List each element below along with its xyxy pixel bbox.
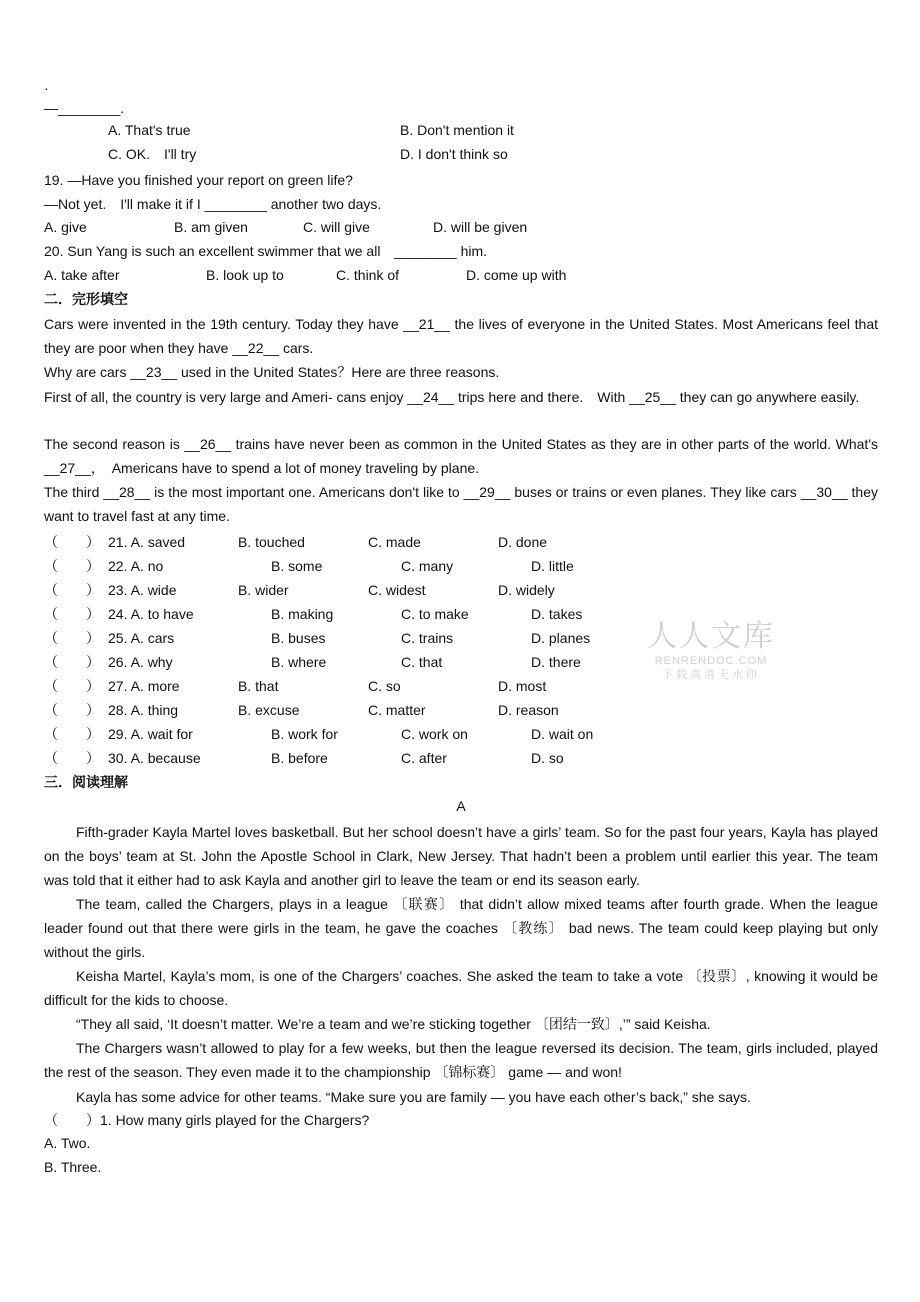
q20-option-d: D. come up with [466,267,567,283]
cloze-item-22-a: 22. A. no [108,558,164,574]
cloze-paragraph-5: The third __28__ is the most important one. Americans don't like to __29__ buses or trains or even planes. They like cars __30__ they want to travel fast at any time. [44,484,878,524]
cloze-item-21-a: 21. A. saved [108,534,186,550]
reading-heading: 三．阅读理解 [44,774,128,790]
cloze-item-26-c: C. that [401,654,443,670]
cloze-item-24-b: B. making [271,606,334,622]
cloze-item-29-a: 29. A. wait for [108,726,193,742]
cloze-item-28-d: D. reason [498,702,559,718]
reading-question-1: （ ）1. How many girls played for the Chargers? [44,1112,370,1128]
cloze-item-30-d: D. so [531,750,564,766]
q19-option-b: B. am given [174,219,248,235]
cloze-item-21-c: C. made [368,534,421,550]
watermark-note: 下载高清无水印 [662,669,760,681]
cloze-item-28-c: C. matter [368,702,426,718]
reading-paragraph-2: The team, called the Chargers, plays in a league 〔联赛〕 that didn’t allow mixed teams after fourth grade. When the league leader found out that there were girls in the team, he gave the coaches 〔教练〕 bad news. The team could keep playing but only without the girls. [44,896,878,960]
cloze-item-27-a: 27. A. more [108,678,180,694]
cloze-paragraph-4: The second reason is __26__ trains have never been as common in the United States as they are in other parts of the world. What's __27__， Americans have to spend a lot of money traveling by plane. [44,436,878,476]
cloze-item-24-a: 24. A. to have [108,606,194,622]
cloze-item-24-paren: （ ） [44,606,100,622]
reading-paragraph-6: Kayla has some advice for other teams. “Make sure you are family — you have each other’s back,” she says. [76,1089,751,1105]
cloze-item-30-c: C. after [401,750,447,766]
reading-paragraph-5: The Chargers wasn’t allowed to play for a few weeks, but then the league reversed its decision. The team, girls included, played the rest of the season. They even made it to the championship 〔锦标赛〕 game — and won! [44,1040,878,1080]
cloze-item-29-paren: （ ） [44,726,100,742]
cloze-item-28-paren: （ ） [44,702,100,718]
q19-option-a: A. give [44,219,87,235]
reading-paragraph-3: Keisha Martel, Kayla’s mom, is one of the Chargers’ coaches. She asked the team to take a vote 〔投票〕, knowing it would be difficult for the kids to choose. [44,968,878,1008]
stray-dot: · [44,80,49,96]
cloze-item-26-paren: （ ） [44,654,100,670]
cloze-item-21-b: B. touched [238,534,305,550]
q19-response: —Not yet. I'll make it if I ________ another two days. [44,196,382,212]
q18-option-c: C. OK. I'll try [108,146,197,162]
q20-option-b: B. look up to [206,267,284,283]
cloze-item-23-a: 23. A. wide [108,582,177,598]
q19-option-c: C. will give [303,219,370,235]
q18-option-a: A. That's true [108,122,191,138]
cloze-item-30-a: 30. A. because [108,750,201,766]
cloze-item-26-a: 26. A. why [108,654,173,670]
cloze-item-25-c: C. trains [401,630,454,646]
passage-label: A [456,798,466,814]
cloze-item-23-c: C. widest [368,582,426,598]
cloze-item-25-a: 25. A. cars [108,630,175,646]
q20-stem: 20. Sun Yang is such an excellent swimmer that we all ________ him. [44,243,488,259]
q19-option-d: D. will be given [433,219,528,235]
cloze-item-23-d: D. widely [498,582,555,598]
watermark-site: RENRENDOC.COM [654,655,768,667]
cloze-item-22-b: B. some [271,558,323,574]
reading-paragraph-4: “They all said, ‘It doesn’t matter. We’re a team and we’re sticking together 〔团结一致〕,’” said Keisha. [76,1016,711,1032]
cloze-item-22-c: C. many [401,558,454,574]
cloze-item-29-d: D. wait on [531,726,594,742]
cloze-item-22-d: D. little [531,558,574,574]
watermark [646,620,776,682]
cloze-item-21-d: D. done [498,534,548,550]
cloze-item-28-b: B. excuse [238,702,300,718]
cloze-item-26-d: D. there [531,654,581,670]
reading-paragraph-1: Fifth-grader Kayla Martel loves basketball. But her school doesn’t have a girls’ team. So for the past four years, Kayla has played on the boys’ team at St. John the Apostle School in Clark, New Jersey. That hadn’t been a problem until earlier this year. The team was told that it either had to ask Kayla and another girl to leave the team or end its season early. [44,824,878,888]
cloze-item-25-d: D. planes [531,630,591,646]
q19-stem: 19. —Have you finished your report on green life? [44,172,353,188]
watermark-title: 人人文库 [647,619,775,654]
cloze-paragraph-3: First of all, the country is very large and Ameri- cans enjoy __24__ trips here and there. With __25__ they can go anywhere easily. [44,389,860,405]
cloze-item-23-b: B. wider [238,582,289,598]
cloze-paragraph-2: Why are cars __23__ used in the United States？Here are three reasons. [44,364,500,380]
cloze-item-30-paren: （ ） [44,750,100,766]
cloze-item-24-d: D. takes [531,606,583,622]
q20-option-c: C. think of [336,267,400,283]
cloze-item-25-paren: （ ） [44,630,100,646]
cloze-item-23-paren: （ ） [44,582,100,598]
reading-q1-option-b: B. Three. [44,1159,102,1175]
q18-option-d: D. I don't think so [400,146,508,162]
cloze-paragraph-1: Cars were invented in the 19th century. Today they have __21__ the lives of everyone in the United States. Most Americans feel that they are poor when they have __22__ cars. [44,316,878,356]
cloze-item-22-paren: （ ） [44,558,100,574]
cloze-item-27-d: D. most [498,678,547,694]
reading-q1-option-a: A. Two. [44,1135,91,1151]
cloze-item-27-paren: （ ） [44,678,100,694]
cloze-item-30-b: B. before [271,750,328,766]
q18-option-b: B. Don't mention it [400,122,514,138]
cloze-item-27-c: C. so [368,678,401,694]
answer-blank-line: —________. [44,100,125,116]
cloze-item-24-c: C. to make [401,606,469,622]
cloze-item-25-b: B. buses [271,630,326,646]
cloze-item-27-b: B. that [238,678,279,694]
cloze-item-28-a: 28. A. thing [108,702,179,718]
q20-option-a: A. take after [44,267,120,283]
cloze-item-26-b: B. where [271,654,327,670]
cloze-item-29-c: C. work on [401,726,468,742]
cloze-item-29-b: B. work for [271,726,338,742]
cloze-heading: 二．完形填空 [44,291,128,307]
cloze-item-21-paren: （ ） [44,534,100,550]
